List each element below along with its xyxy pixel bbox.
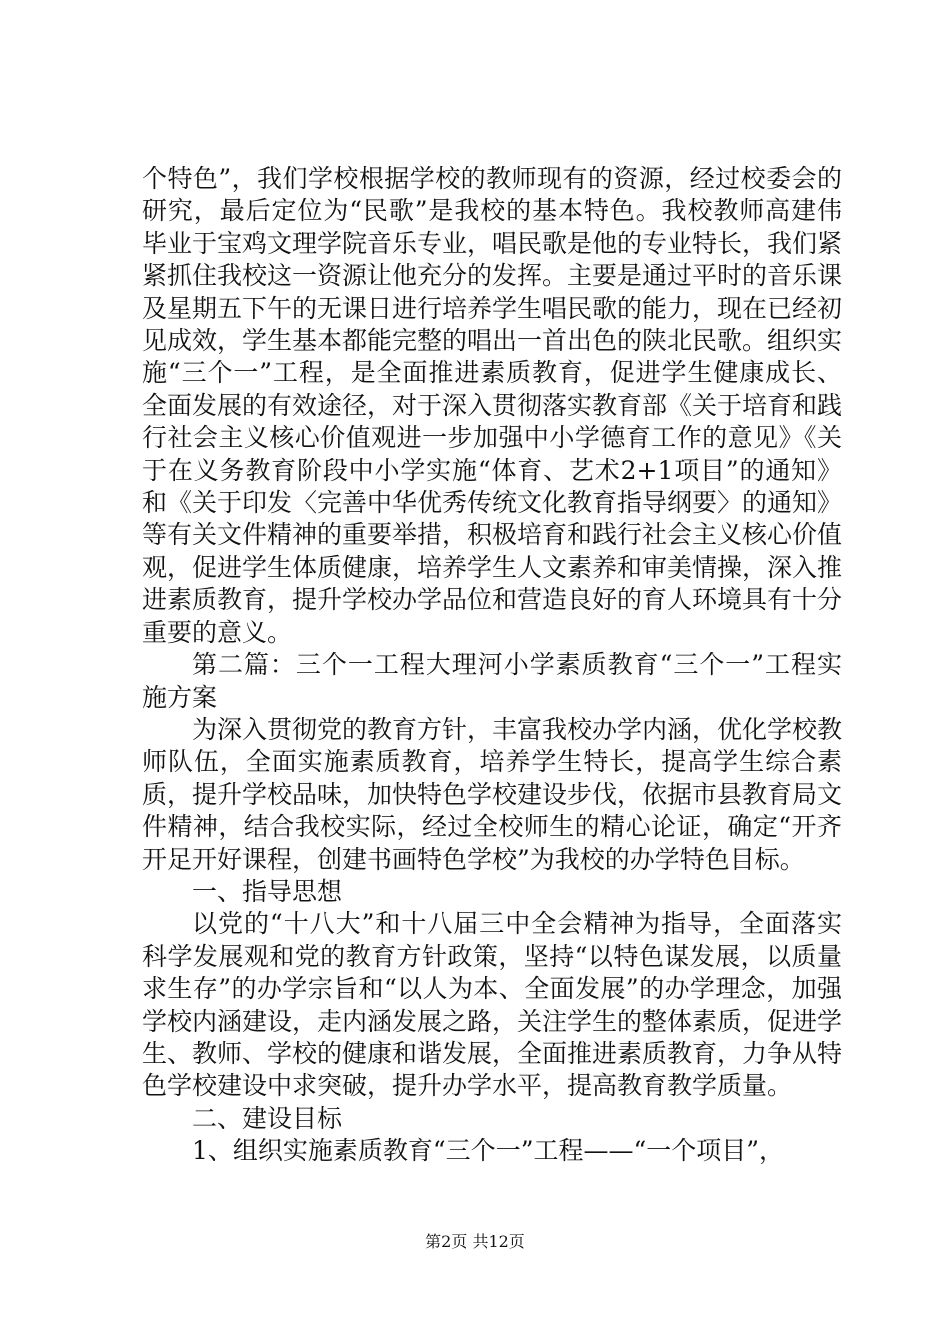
heading-construction-goals: 二、建设目标 [192, 1103, 343, 1133]
paragraph-1: 个特色”，我们学校根据学校的教师现有的资源，经过校委会的研究，最后定位为“民歌”是我校的基本特色。我校教师高建伟毕业于宝鸡文理学院音乐专业，唱民歌是他的专业特长，我们紧紧抓住我校这一资源让他充分的发挥。主要是通过平时的音乐课及星期五下午的无课日进行培养学生唱民歌的能力，现在已经初见成效，学生基本都能完整的唱出一首出色的陕北民歌。组织实施“三个一”工程，是全面推进素质教育，促进学生健康成长、全面发展的有效途径，对于深入贯彻落实教育部《关于培育和践行社会主义核心价值观进一步加强中小学德育工作的意见》《关于在义务教育阶段中小学实施“体育、艺术2+1项目”的通知》和《关于印发〈完善中华优秀传统文化教育指导纲要〉的通知》等有关文件精神的重要举措，积极培育和践行社会主义核心价值观，促进学生体质健康，培养学生人文素养和审美情操，深入推进素质教育，提升学校办学品位和营造良好的育人环境具有十分重要的意义。 [142, 164, 843, 647]
document-body [142, 163, 842, 1168]
paragraph-7: 1、组织实施素质教育“三个一”工程——“一个项目”， [192, 1136, 785, 1166]
page-number-footer: 第2页 共12页 [425, 1232, 525, 1251]
paragraph-3: 为深入贯彻党的教育方针，丰富我校办学内涵，优化学校教师队伍，全面实施素质教育，培养学生特长，提高学生综合素质，提升学校品味，加快特色学校建设步伐，依据市县教育局文件精神，结合我校实际，经过全校师生的精心论证，确定“开齐开足开好课程，创建书画特色学校”为我校的办学特色目标。 [142, 714, 843, 874]
paragraph-5: 以党的“十八大”和十八届三中全会精神为指导，全面落实科学发展观和党的教育方针政策，坚持“以特色谋发展，以质量求生存”的办学宗旨和“以人为本、全面发展”的办学理念，加强学校内涵建设，走内涵发展之路，关注学生的整体素质，促进学生、教师、学校的健康和谐发展，全面推进素质教育，力争从特色学校建设中求突破，提升办学水平，提高教育教学质量。 [142, 909, 843, 1101]
heading-guiding-ideology: 一、指导思想 [192, 876, 343, 906]
paragraph-2-section-title: 第二篇：三个一工程大理河小学素质教育“三个一”工程实施方案 [142, 650, 842, 712]
